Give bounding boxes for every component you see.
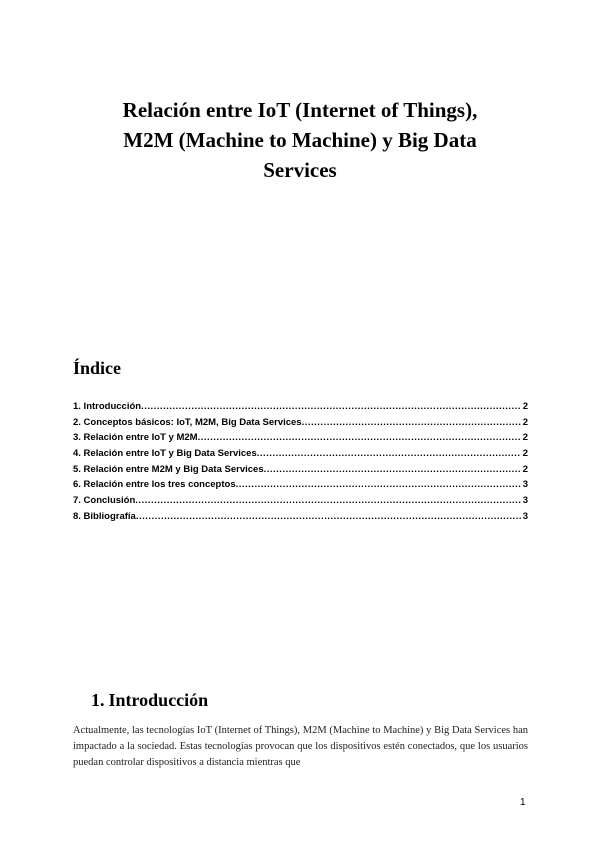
toc-entry-label: 2. Conceptos básicos: IoT, M2M, Big Data Services bbox=[73, 416, 302, 428]
toc-entry[interactable] bbox=[73, 432, 528, 448]
toc-entry[interactable] bbox=[73, 495, 528, 511]
page-number: 1 bbox=[520, 797, 526, 808]
toc-entry-page: 3 bbox=[522, 495, 528, 507]
toc-entry-label: 3. Relación entre IoT y M2M bbox=[73, 432, 198, 444]
toc-entry-page: 2 bbox=[522, 401, 528, 412]
toc-entry-page: 3 bbox=[522, 479, 528, 491]
toc-entry[interactable] bbox=[73, 464, 528, 480]
toc-entry-page: 2 bbox=[522, 463, 528, 475]
document-title-line: M2M (Machine to Machine) y Big Data bbox=[123, 128, 477, 152]
toc-entry-page: 2 bbox=[522, 432, 528, 444]
toc-entry-label: 8. Bibliografía bbox=[73, 510, 136, 522]
index-heading: Índice bbox=[73, 358, 122, 378]
section-title: Introducción bbox=[108, 690, 209, 710]
toc-entry[interactable] bbox=[73, 448, 528, 464]
toc-dot-leader bbox=[141, 401, 521, 412]
section-number: 1. bbox=[91, 690, 105, 710]
toc-dot-leader bbox=[135, 495, 520, 506]
toc-dot-leader bbox=[257, 448, 521, 459]
toc-entry-label: 5. Relación entre M2M y Big Data Services bbox=[73, 463, 264, 475]
document-title-line: Relación entre IoT (Internet of Things), bbox=[122, 98, 478, 122]
toc-entry-page: 3 bbox=[522, 510, 528, 522]
table-of-contents bbox=[73, 401, 528, 527]
toc-entry-label: 7. Conclusión bbox=[73, 495, 136, 507]
toc-entry-page: 2 bbox=[522, 448, 528, 460]
document-title bbox=[60, 95, 540, 185]
body-paragraph: Actualmente, las tecnologías IoT (Internet of Things), M2M (Machine to Machine) y Big Data Services han impactado a la sociedad. Estas tecnologías provocan que los dispositivos estén conectados, que los usuarios puedan controlar dispositivos a distancia mientras que bbox=[73, 725, 528, 769]
toc-entry[interactable] bbox=[73, 401, 528, 417]
toc-dot-leader bbox=[236, 479, 521, 490]
toc-dot-leader bbox=[302, 417, 521, 428]
document-title-line: Services bbox=[263, 158, 337, 182]
toc-entry-label: 4. Relación entre IoT y Big Data Services bbox=[73, 448, 257, 460]
toc-entry[interactable] bbox=[73, 417, 528, 433]
section-heading bbox=[91, 690, 208, 711]
toc-entry[interactable] bbox=[73, 511, 528, 527]
toc-dot-leader bbox=[136, 511, 521, 522]
toc-entry[interactable] bbox=[73, 479, 528, 495]
toc-dot-leader bbox=[264, 464, 521, 475]
toc-entry-page: 2 bbox=[522, 416, 528, 428]
toc-entry-label: 1. Introducción bbox=[73, 401, 142, 412]
toc-dot-leader bbox=[198, 432, 521, 443]
toc-entry-label: 6. Relación entre los tres conceptos bbox=[73, 479, 236, 491]
